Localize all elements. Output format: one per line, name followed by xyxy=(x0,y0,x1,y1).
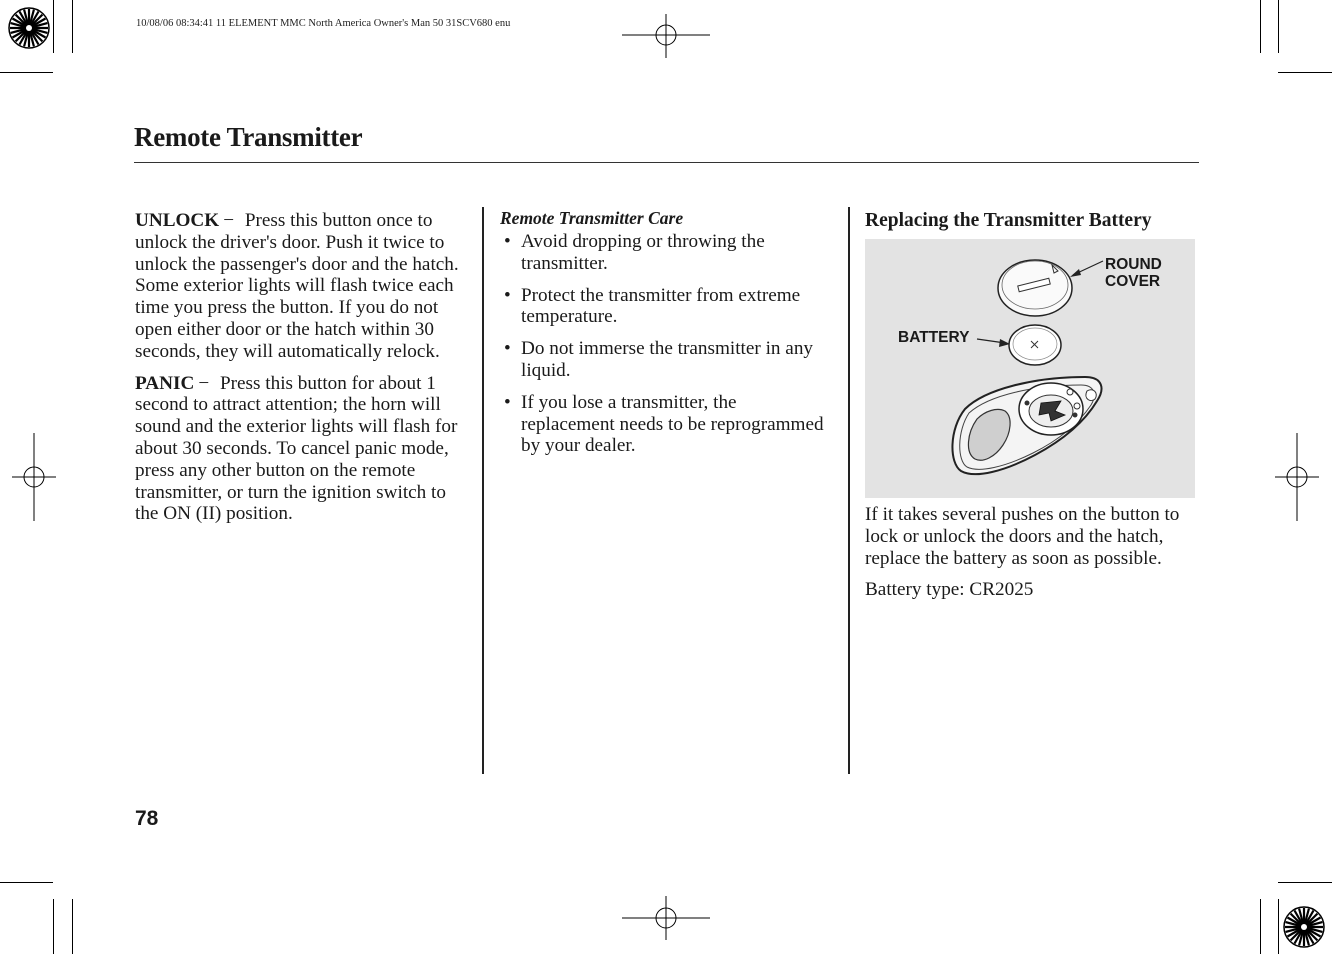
bullet-icon: • xyxy=(504,231,511,252)
registration-crosshair-icon xyxy=(1275,433,1319,521)
registration-crosshair-icon xyxy=(622,14,710,58)
list-item-text: Protect the transmitter from extreme temperature. xyxy=(521,284,801,328)
unlock-text: Press this button once to unlock the driver's door. Push it twice to unlock the passenger's door and the hatch. Some exterior lights will flash twice each time you press the button. If you do not open either door or the hatch within 30 seconds, they will automatically relock. xyxy=(135,210,459,362)
panic-text: Press this button for about 1 second to attract attention; the horn will sound and the exterior lights will flash for about 30 seconds. To cancel panic mode, press any other button on the remote transmitter, or turn the ignition switch to the ON (II) position. xyxy=(135,372,458,525)
print-stamp: 10/08/06 08:34:41 11 ELEMENT MMC North America Owner's Man 50 31SCV680 enu xyxy=(136,18,511,29)
transmitter-icon xyxy=(952,377,1101,474)
battery-heading: Replacing the Transmitter Battery xyxy=(865,210,1152,231)
battery-icon xyxy=(1009,325,1061,365)
round-cover-icon xyxy=(998,260,1072,316)
panic-dash: − xyxy=(198,372,210,394)
label-battery: BATTERY xyxy=(898,329,970,346)
label-cover: COVER xyxy=(1105,273,1161,290)
list-item-text: Do not immerse the transmitter in any liquid. xyxy=(521,338,814,381)
bullet-icon: • xyxy=(504,338,511,360)
unlock-term: UNLOCK xyxy=(135,210,220,231)
registration-sunburst-icon xyxy=(1282,905,1326,949)
list-item xyxy=(500,338,835,382)
list-item xyxy=(500,285,835,329)
column-divider xyxy=(848,207,850,774)
list-item xyxy=(500,231,835,275)
list-item xyxy=(500,392,835,457)
registration-crosshair-icon xyxy=(12,433,56,521)
page-number: 78 xyxy=(135,807,159,830)
care-heading: Remote Transmitter Care xyxy=(500,208,684,228)
panic-paragraph xyxy=(135,373,470,526)
battery-paragraph: If it takes several pushes on the button to lock or unlock the doors and the hatch, replace the battery as soon as possible. xyxy=(865,504,1180,569)
bullet-icon: • xyxy=(504,284,511,306)
column-care xyxy=(500,208,835,467)
label-round: ROUND xyxy=(1105,256,1162,273)
title-rule xyxy=(134,162,1199,163)
column-divider xyxy=(482,207,484,774)
unlock-dash: − xyxy=(223,210,235,231)
battery-body xyxy=(865,504,1195,611)
column-battery xyxy=(865,210,1195,238)
battery-illustration xyxy=(865,239,1195,498)
column-buttons xyxy=(135,210,470,535)
battery-type: Battery type: CR2025 xyxy=(865,579,1034,601)
bullet-icon: • xyxy=(504,391,511,413)
registration-sunburst-icon xyxy=(7,6,51,50)
list-item-text: Avoid dropping or throwing the transmitter. xyxy=(521,231,765,274)
registration-crosshair-icon xyxy=(622,896,710,940)
unlock-paragraph xyxy=(135,210,470,363)
page-title: Remote Transmitter xyxy=(134,122,363,152)
list-item-text: If you lose a transmitter, the replacement needs to be reprogrammed by your dealer. xyxy=(521,391,824,457)
panic-term: PANIC xyxy=(135,372,195,394)
care-list xyxy=(500,231,835,457)
